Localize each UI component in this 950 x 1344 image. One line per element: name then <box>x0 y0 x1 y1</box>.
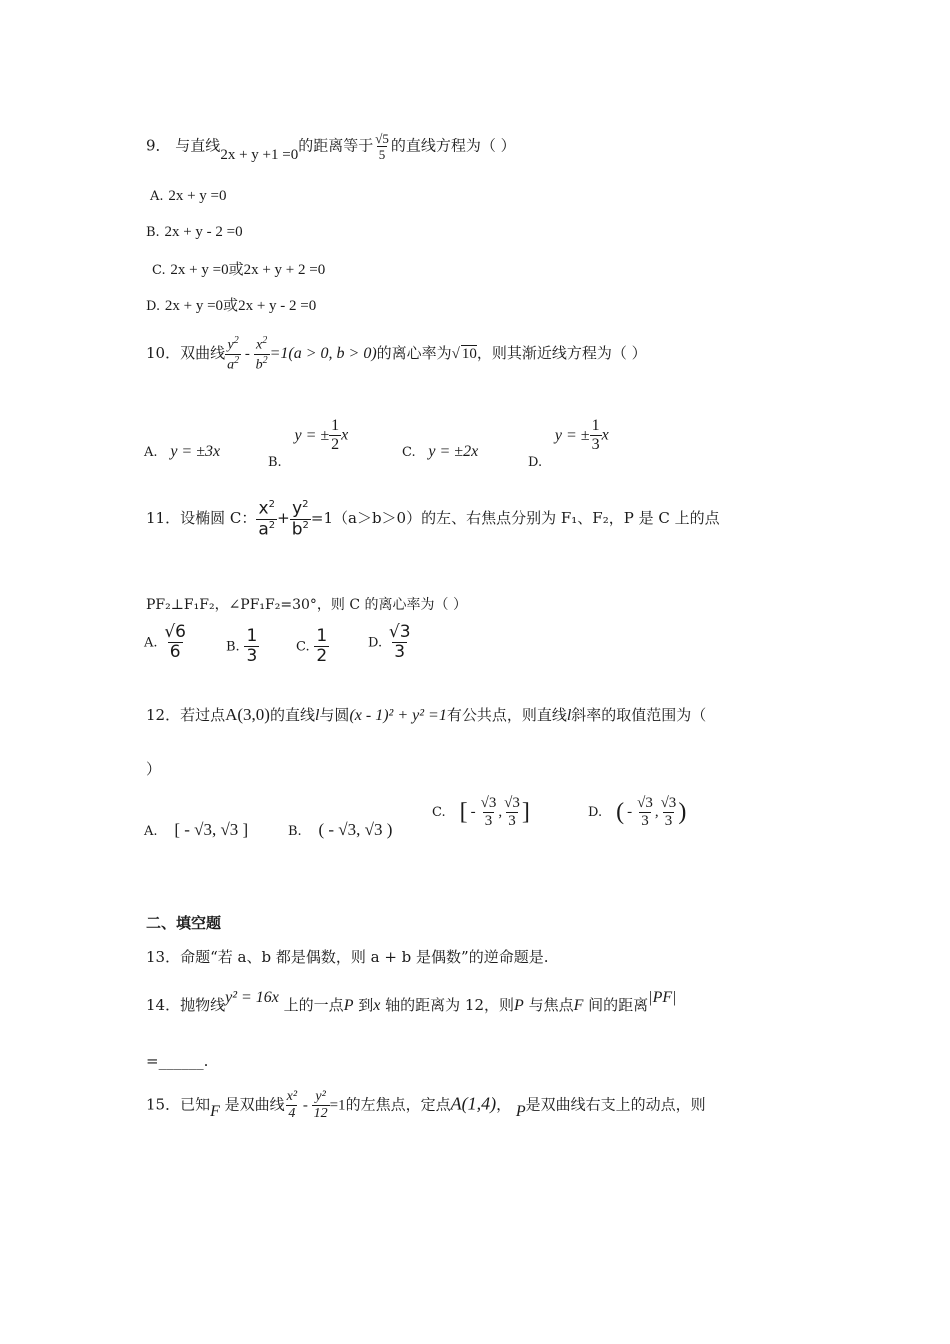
q15-b: 是双曲线 <box>224 1095 285 1114</box>
q12-option-d-label: D. <box>588 805 603 820</box>
q9-frac-num: √5 <box>375 131 389 146</box>
q10-stem-b: 的离心率为 <box>376 344 452 363</box>
q11-option-d-fraction: $\frac{√3}{3}$ <box>388 622 411 662</box>
q10-option-a-text: y = ±3x <box>170 443 221 460</box>
question-11-stem: 11．设椭圆 C： $\frac{x^2}{a^2}$ + $\frac{y^2}{b^2}$ =1（a＞b＞0）的左、右焦点分别为 F₁、F₂，P 是 C 上的点 <box>146 498 720 540</box>
q14-parabola-equation: y² = 16x <box>225 989 279 1006</box>
q12-option-a <box>144 820 248 840</box>
q14-f: 间的距离 <box>588 996 649 1014</box>
q9-option-d-text: 2x + y =0 <box>164 298 224 314</box>
q11-option-a-fraction: $\frac{√6}{6}$ <box>164 622 186 662</box>
q12-stem-b: 的直线 <box>269 706 315 724</box>
q12-option-c: C. [ - $\frac{√3}{3}$ , $\frac{√3}{3}$ ] <box>432 795 530 829</box>
q12-option-a-label: A. <box>144 824 158 839</box>
q12-line-l-2: l <box>566 707 572 724</box>
q10-option-b-text: y = ± <box>294 426 330 444</box>
q12-stem-d: 有公共点，则直线 <box>446 706 567 724</box>
q11-stem-b: =1（a＞b＞0）的左、右焦点分别为 F₁、F₂，P 是 C 上的点 <box>310 509 720 528</box>
q14-focus-f: F <box>573 997 584 1014</box>
q10-option-a <box>144 442 220 461</box>
q9-option-a-label: A. <box>150 189 164 204</box>
q12-stem-e: 斜率的取值范围为（ <box>571 706 707 724</box>
q10-option-d-fraction: $\frac{1}{3}$ <box>591 417 600 453</box>
q12-option-d-frac2: $\frac{√3}{3}$ <box>660 795 677 829</box>
q12-option-c-label: C. <box>432 805 446 820</box>
q15-a: 15．已知 <box>146 1095 211 1114</box>
q9-stem-c: 的直线方程为（ ） <box>390 136 516 155</box>
q10-frac-y2-a2: $\frac{y^2}{a^2}$ <box>227 335 240 373</box>
q9-option-d-or: 或 <box>223 296 239 314</box>
q12-option-b <box>288 820 392 840</box>
q10-option-c <box>402 442 478 461</box>
q11-option-a-label: A. <box>144 635 158 651</box>
q14-d: 轴的距离为 12，则 <box>385 996 515 1014</box>
q15-point-p: P <box>515 1102 526 1120</box>
q12-option-a-text: [ - √3, √3 ] <box>174 820 249 839</box>
q12-option-d-frac1: $\frac{√3}{3}$ <box>637 795 653 829</box>
q12-line-l: l <box>314 707 320 724</box>
q10-eccentricity: 10 <box>461 346 477 363</box>
q12-stem-c: 与圆 <box>319 706 350 724</box>
q10-option-b <box>268 417 349 470</box>
q9-option-b-label: B. <box>146 225 160 240</box>
q15-e: 是双曲线右支上的动点，则 <box>525 1095 706 1114</box>
q14-answer-blank: =______. <box>146 1052 209 1070</box>
q14-a: 14．抛物线 <box>146 996 226 1014</box>
q10-option-b-fraction: $\frac{1}{2}$ <box>331 417 340 453</box>
q9-stem-b: 的距离等于 <box>298 136 374 155</box>
question-14-stem <box>146 989 677 1015</box>
q12-circle-equation: (x - 1)² + y² =1 <box>349 707 447 724</box>
q15-frac-y2-12: $\frac{\text{y²}}{12}$ <box>313 1089 328 1121</box>
q15-frac-x2-4: $\frac{\text{x²}}{4}$ <box>286 1089 298 1121</box>
q12-option-c-frac1: $\frac{√3}{3}$ <box>480 795 497 829</box>
q11-option-a <box>144 624 188 661</box>
q11-frac-y2-b2: $\frac{y^2}{b^2}$ <box>291 498 309 540</box>
q12-stem-a: 12．若过点 <box>146 706 226 724</box>
q9-line-equation: 2x + y +1 =0 <box>220 146 299 163</box>
q14-b: 上的一点 <box>283 996 344 1014</box>
q11-option-d <box>368 624 413 661</box>
q10-option-d-tail: x <box>601 426 609 444</box>
q9-option-a <box>150 186 226 205</box>
q11-option-b-fraction: $\frac{1}{3}$ <box>246 626 258 666</box>
q10-option-d <box>528 417 609 470</box>
q10-option-b-label: B. <box>268 454 282 470</box>
q12-stem-line2: ） <box>146 760 162 778</box>
q12-option-d: D. ( - $\frac{√3}{3}$ , $\frac{√3}{3}$ ) <box>588 795 687 829</box>
q11-frac-x2-a2: $\frac{x^2}{a^2}$ <box>258 498 276 540</box>
q10-option-d-label: D. <box>528 454 543 470</box>
section-heading-fill-in: 二、填空题 <box>146 914 222 932</box>
q9-option-c-text: 2x + y =0 <box>170 262 229 278</box>
q14-point-p: P <box>343 997 354 1014</box>
q14-c: 到 <box>358 996 374 1014</box>
q10-option-c-text: y = ±2x <box>428 443 479 460</box>
q9-option-d-label: D. <box>146 299 161 314</box>
q9-option-c-label: C. <box>152 263 166 278</box>
question-9-stem <box>146 132 516 161</box>
q9-option-a-text: 2x + y =0 <box>168 188 227 204</box>
q10-frac-x2-b2: $\frac{x^2}{b^2}$ <box>255 335 268 373</box>
q10-option-b-tail: x <box>341 426 349 444</box>
q10-condition: =1(a > 0, b > 0) <box>269 345 377 363</box>
q14-distance-pf: |PF| <box>648 989 677 1006</box>
question-13: 13．命题“若 a、b 都是偶数，则 a + b 是偶数”的逆命题是. <box>146 948 549 966</box>
q15-focus-f: F <box>210 1102 220 1120</box>
question-12-stem <box>146 704 706 725</box>
q11-option-c <box>296 628 329 665</box>
q9-distance-fraction <box>373 132 391 161</box>
q9-option-c-or: 或 <box>228 260 244 278</box>
q11-option-c-label: C. <box>296 639 310 655</box>
q11-stem-line2: PF₂⊥F₁F₂，∠PF₁F₂=30°，则 C 的离心率为（ ） <box>146 597 467 613</box>
q10-option-a-label: A. <box>144 445 158 460</box>
q11-option-b-label: B. <box>226 639 240 655</box>
q15-c: 的左焦点，定点 <box>345 1095 451 1114</box>
q14-point-p-2: P <box>514 997 524 1014</box>
q9-frac-den: 5 <box>378 147 386 162</box>
q15-d: ， <box>496 1095 512 1114</box>
q11-stem-a: 11．设椭圆 C： <box>146 509 257 528</box>
q9-option-b <box>146 222 243 241</box>
question-15-stem: 15．已知F 是双曲线 $\frac{\text{x²}}{4}$ - $\frac{\text{y²}}{12}$ =1的左焦点，定点A(1,4)， P是双曲线右支上的动点，则 <box>146 1089 706 1121</box>
q10-stem-c: ，则其渐近线方程为（ ） <box>476 344 647 363</box>
q11-option-c-fraction: $\frac{1}{2}$ <box>316 626 328 666</box>
q14-e: 与焦点 <box>528 996 574 1014</box>
q15-eq-tail: =1 <box>329 1097 346 1114</box>
q14-axis-x: x <box>373 997 381 1014</box>
q15-point-a: A(1,4) <box>450 1093 497 1114</box>
q12-option-b-text: ( - √3, √3 ) <box>318 820 393 839</box>
q12-option-b-label: B. <box>288 824 302 839</box>
q9-option-c <box>152 258 325 279</box>
q10-stem-a: 10．双曲线 <box>146 344 226 363</box>
q11-option-b <box>226 628 259 665</box>
q11-option-d-label: D. <box>368 635 383 651</box>
q12-point: A(3,0) <box>225 705 270 724</box>
q9-option-b-text: 2x + y - 2 =0 <box>164 224 243 240</box>
q10-option-c-label: C. <box>402 445 416 460</box>
q9-option-d-text2: 2x + y - 2 =0 <box>238 298 317 314</box>
q9-option-c-text2: 2x + y + 2 =0 <box>243 262 326 278</box>
q9-option-d <box>146 294 316 315</box>
q12-option-c-frac2: $\frac{√3}{3}$ <box>504 795 520 829</box>
q10-option-d-text: y = ± <box>554 426 590 444</box>
q9-stem-a: 9． 与直线 <box>146 136 221 155</box>
question-10-stem: 10．双曲线 $\frac{y^2}{a^2}$ - $\frac{x^2}{b^2}$ =1(a > 0, b > 0)的离心率为√ 10，则其渐近线方程为（ ） <box>146 335 647 373</box>
